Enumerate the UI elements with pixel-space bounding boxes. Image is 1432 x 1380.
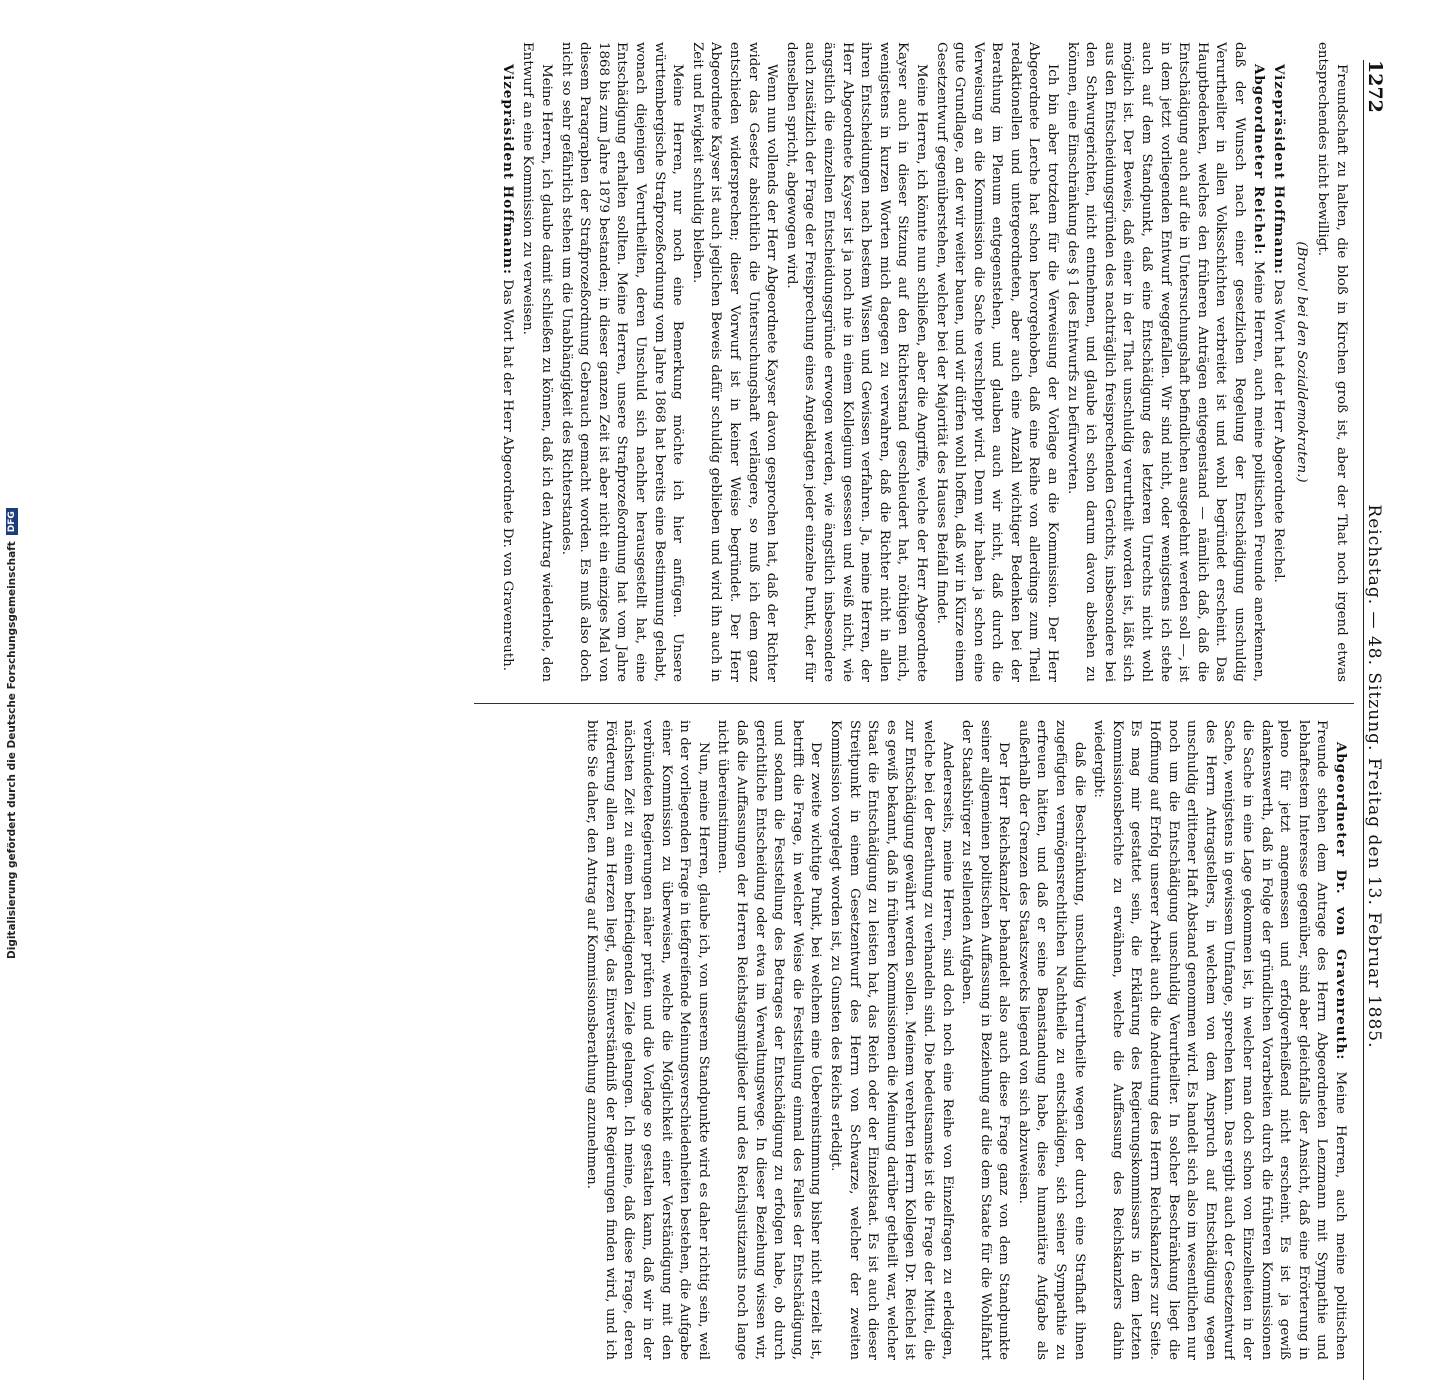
paragraph bbox=[1291, 42, 1310, 682]
paragraph bbox=[1089, 720, 1350, 1360]
paragraph bbox=[1269, 42, 1289, 682]
paragraph bbox=[825, 720, 955, 1360]
speaker-name: Vizepräsident Hoffmann: bbox=[1271, 64, 1288, 275]
paragraph-text: Meine Herren, auch meine politischen Freunde stehen dem Antrage des Herrn Abgeordneten Lenzmann mit Sympathie und lebhaftestem Interesse gegenüber, sind aber gleichfalls der Ansicht, daß eine Erörterung in pleno für jetzt angemessen und erfolgverheißend nicht erscheint. Es ist ja gewiß dankenswerth, daß in Folge der gründlichen Vorarbeiten durch die früheren Kommissionen die Sache in eine Lage gekommen ist, in welcher man doch schon von Einzelheiten in der Sache, wenigstens in gewissem Umfange, sprechen kann. Das ergibt auch der Gesetzentwurf des Herrn Antragstellers, in welchem von dem Anspruch auf Entschädigung wegen unschuldig erlittener Haft Abstand genommen wird. Es handelt sich also im wesentlichen nur noch um die Entschädigung unschuldig Verurtheilter. In solcher Beschränkung liegt die Hoffnung auf Erfolg unserer Arbeit auch die Andeutung des Herrn Reichskanzlers zur Seite. Es mag mir gestattet sein, die Erklärung des Regierungskommissars in dem letzten Kommissionsberichte zu erwähnen, welche die Auffassung des Reichskanzlers dahin wiedergibt: bbox=[1091, 720, 1348, 1360]
funding-note: Digitalisierung gefördert durch die Deutsche Forschungsgemeinschaft bbox=[6, 541, 18, 959]
paragraph bbox=[518, 42, 555, 682]
paragraph-text: Ich bin aber trotzdem für die Verweisung der Vorlage an die Kommission. Der Herr Abgeordnete Lerche hat schon hervorgehoben, daß eine Reihe von allerdings zum Theil redaktionellen und untergeordneten, aber auch eine Anzahl wichtiger Bedenken bei der Berathung im Plenum entgegenstehen, und glauben auch wir nicht, daß durch die Verweisung an die Kommission die Sache verschleppt wird. Denn wir haben ja schon eine gute Grundlage, an der wir weiter bauen, und wir dürfen wohl hoffen, daß wir in Kürze einem Gesetzentwurf gegenüberstehen, welcher bei der Majorität des Hauses Beifall findet. bbox=[933, 42, 1061, 682]
paragraph bbox=[781, 42, 930, 682]
page-number: 1272 bbox=[1364, 60, 1386, 113]
right-column bbox=[470, 720, 1350, 1360]
speaker-name: Abgeordneter Reichel: bbox=[1250, 64, 1267, 256]
page-header bbox=[1363, 60, 1390, 1380]
paragraph bbox=[687, 42, 780, 682]
left-column bbox=[470, 42, 1350, 682]
paragraph-text: Meine Herren, nur noch eine Bemerkung möchte ich hier anfügen. Unsere württembergische Strafprozeßordnung vom Jahre 1868 hat bereits eine Bestimmung gehabt, wonach diejenigen Verurtheilten, deren Unschuld sich nachher herausgestellt hat, eine Entschädigung erhalten sollten. Meine Herren, unsere Strafprozeßordnung hat vom Jahre 1868 bis zum Jahre 1879 bestanden; in dieser ganzen Zeit ist aber nicht ein einziges Mal von diesem Paragraphen der Strafprozeßordnung Gebrauch gemacht worden. Es muß also doch nicht so sehr gefährlich stehen um die Unabhängigkeit des Richterstandes. bbox=[558, 42, 686, 682]
paragraph-text: daß die Beschränkung, unschuldig Verurtheilte wegen der durch eine Strafhaft ihnen zugefügten vermögensrechtlichen Nachtheile zu entschädigen, sich seiner Sympathie zu erfreuen hätten, und daß er seine Beanstandung habe, diese humanitäre Aufgabe als außerhalb der Grenzen des Staatszwecks liegend von sich abzuweisen. bbox=[1015, 720, 1087, 1360]
paragraph-text: Der zweite wichtige Punkt, bei welchem eine Uebereinstimmung bisher nicht erzielt ist, betrifft die Frage, in welcher Weise die Feststellung einmal des Falles der Entschädigung, und sodann die Feststellung des Betrages der Entschädigung zu erfolgen habe, ob durch gerichtliche Entscheidung oder etwa im Verwaltungswege. In dieser Beziehung wissen wir, daß die Auffassungen der Herren Reichstagsmitglieder und des Reichsjustizamts noch lange nicht übereinstimmen. bbox=[715, 720, 824, 1360]
paragraph bbox=[497, 42, 517, 682]
running-title: Reichstag. — 48. Sitzung. Freitag den 13. Februar 1885. bbox=[1364, 504, 1384, 1049]
paragraph-text: Meine Herren, ich könnte nun schließen, aber die Angriffe, welche der Herr Abgeordnete Kayser auch in dieser Sitzung auf den Richterstand geschleudert hat, nöthigen mich, wenigstens in kurzen Worten mich dagegen zu verwahren, daß die Richter nicht in allen ihren Entscheidungen nach bestem Wissen und Gewissen verfahren. Ja, meine Herren, der Herr Abgeordnete Kayser ist ja noch nie in einem Kollegium gesessen und weiß nicht, wie ängstlich die einzelnen Entscheidungsgründe erwogen werden, wie ängstlich insbesondere auch zusätzlich der Frage der Freisprechung eines Angeklagten jeder einzelne Punkt, der für denselben spricht, abgewogen wird. bbox=[783, 42, 929, 682]
paragraph-text: Das Wort hat der Herr Abgeordnete Reichel. bbox=[1271, 279, 1287, 583]
paragraph bbox=[713, 720, 825, 1360]
paragraph-text: Andererseits, meine Herren, sind doch noch eine Reihe von Einzelfragen zu erledigen, welche bei der Berathung zu verhandeln sind. Die bedeutsamste ist die Frage der Mittel, die zur Entschädigung gewährt werden sollen. Meinem verehrten Herrn Kollegen Dr. Reichel ist es gewiß bekannt, daß in früheren Kommissionen die Meinung darüber getheilt war, welcher Staat die Entschädigung zu leisten hat, das Reich oder der Einzelstaat. Es ist auch dieser Streitpunkt in einem Gesetzentwurf des Herrn von Schwarze, welcher der zweiten Kommission vorgelegt worden ist, zu Gunsten des Reichs erledigt. bbox=[827, 720, 955, 1360]
column-divider bbox=[474, 703, 1354, 704]
paragraph-text: Der Herr Reichskanzler behandelt also auch diese Frage ganz von dem Standpunkte seiner allgemeinen politischen Auffassung in Beziehung auf die dem Staate für die Wohlfahrt der Staatsbürger zu stellenden Aufgaben. bbox=[959, 720, 1012, 1360]
paragraph bbox=[1313, 42, 1350, 682]
paragraph-text: Nun, meine Herren, glaube ich, von unserem Standpunkte wird es daher richtig sein, weil in der vorliegenden Frage in tiefgreifende Meinungsverschiedenheiten bestehen, die Aufgabe einer Kommission zu überweisen, welche die Möglichkeit einer Verständigung mit den verbündeten Regierungen näher prüfen und die Vorlage so gestalten kann, daß wir in der nächsten Zeit zu einem befriedigenden Ziele gelangen. Ich meine, daß diese Frage, deren Förderung allen am Herzen liegt, das Einverständniß der Regierungen finden wird, und ich bitte Sie daher, den Antrag auf Kommissionsberathung anzunehmen. bbox=[584, 720, 711, 1360]
paragraph-text: (Bravo! bei den Sozialdemokraten.) bbox=[1293, 241, 1309, 483]
paragraph bbox=[556, 42, 686, 682]
paragraph bbox=[1013, 720, 1087, 1360]
digitization-stamp bbox=[3, 99, 21, 959]
paragraph bbox=[582, 720, 712, 1360]
paragraph bbox=[957, 720, 1013, 1360]
speaker-name: Abgeordneter Dr. von Gravenreuth: bbox=[1333, 742, 1349, 1061]
paragraph-text: Meine Herren, ich glaube damit schließen zu können, daß ich den Antrag wiederhole, den Entwurf an eine Kommission zu verweisen. bbox=[520, 42, 555, 682]
paragraph bbox=[1062, 42, 1268, 682]
paragraph-text: Das Wort hat der Herr Abgeordnete Dr. von Gravenreuth. bbox=[499, 279, 515, 672]
paragraph-text: Meine Herren, auch meine politischen Freunde anerkennen, daß der Wunsch nach einer gesetzlichen Regelung der Entschädigung unschuldig Verurtheilter in allen Volksschichten verbreitet ist und wohl begründet erscheint. Das Hauptbedenken, welches den früheren Anträgen entgegenstand — nämlich daß, daß die Entschädigung auch auf die in Untersuchungshaft befindlichen ausgedehnt werden soll —, ist in dem jetzt vorliegenden Entwurf weggefallen. Wir sind nicht, oder wenigstens ich stehe auch auf dem Standpunkt, daß eine Entschädigung des letzteren Unrechts nicht wohl möglich ist. Der Beweis, daß einer in der That unschuldig verurtheilt worden ist, läßt sich aus den Entscheidungsgründen des nachträglich freisprechenden Gerichts, insbesondere bei den Schwurgerichten, nicht entnehmen, und glaube ich schon darum davon absehen zu können, eine Einschränkung des § 1 des Entwurfs zu befürworten. bbox=[1064, 42, 1266, 682]
paragraph-text: Wenn nun vollends der Herr Abgeordnete Kayser davon gesprochen hat, daß der Richter wider das Gesetz absichtlich die Untersuchungshaft verlängere, so muß ich dem ganz entschieden widersprechen; dieser Vorwurf ist in keiner Weise begründet. Der Herr Abgeordnete Kayser ist auch jeglichen Beweis dafür schuldig geblieben und wird ihn auch in Zeit und Ewigkeit schuldig bleiben. bbox=[689, 42, 780, 682]
paragraph-text: Freundschaft zu halten, die bloß in Kirchen groß ist, aber der That noch irgend etwas entsprechendes nicht bewilligt. bbox=[1315, 42, 1349, 682]
dfg-logo: DFG bbox=[6, 508, 18, 535]
speaker-name: Vizepräsident Hoffmann: bbox=[499, 64, 516, 275]
paragraph bbox=[931, 42, 1061, 682]
